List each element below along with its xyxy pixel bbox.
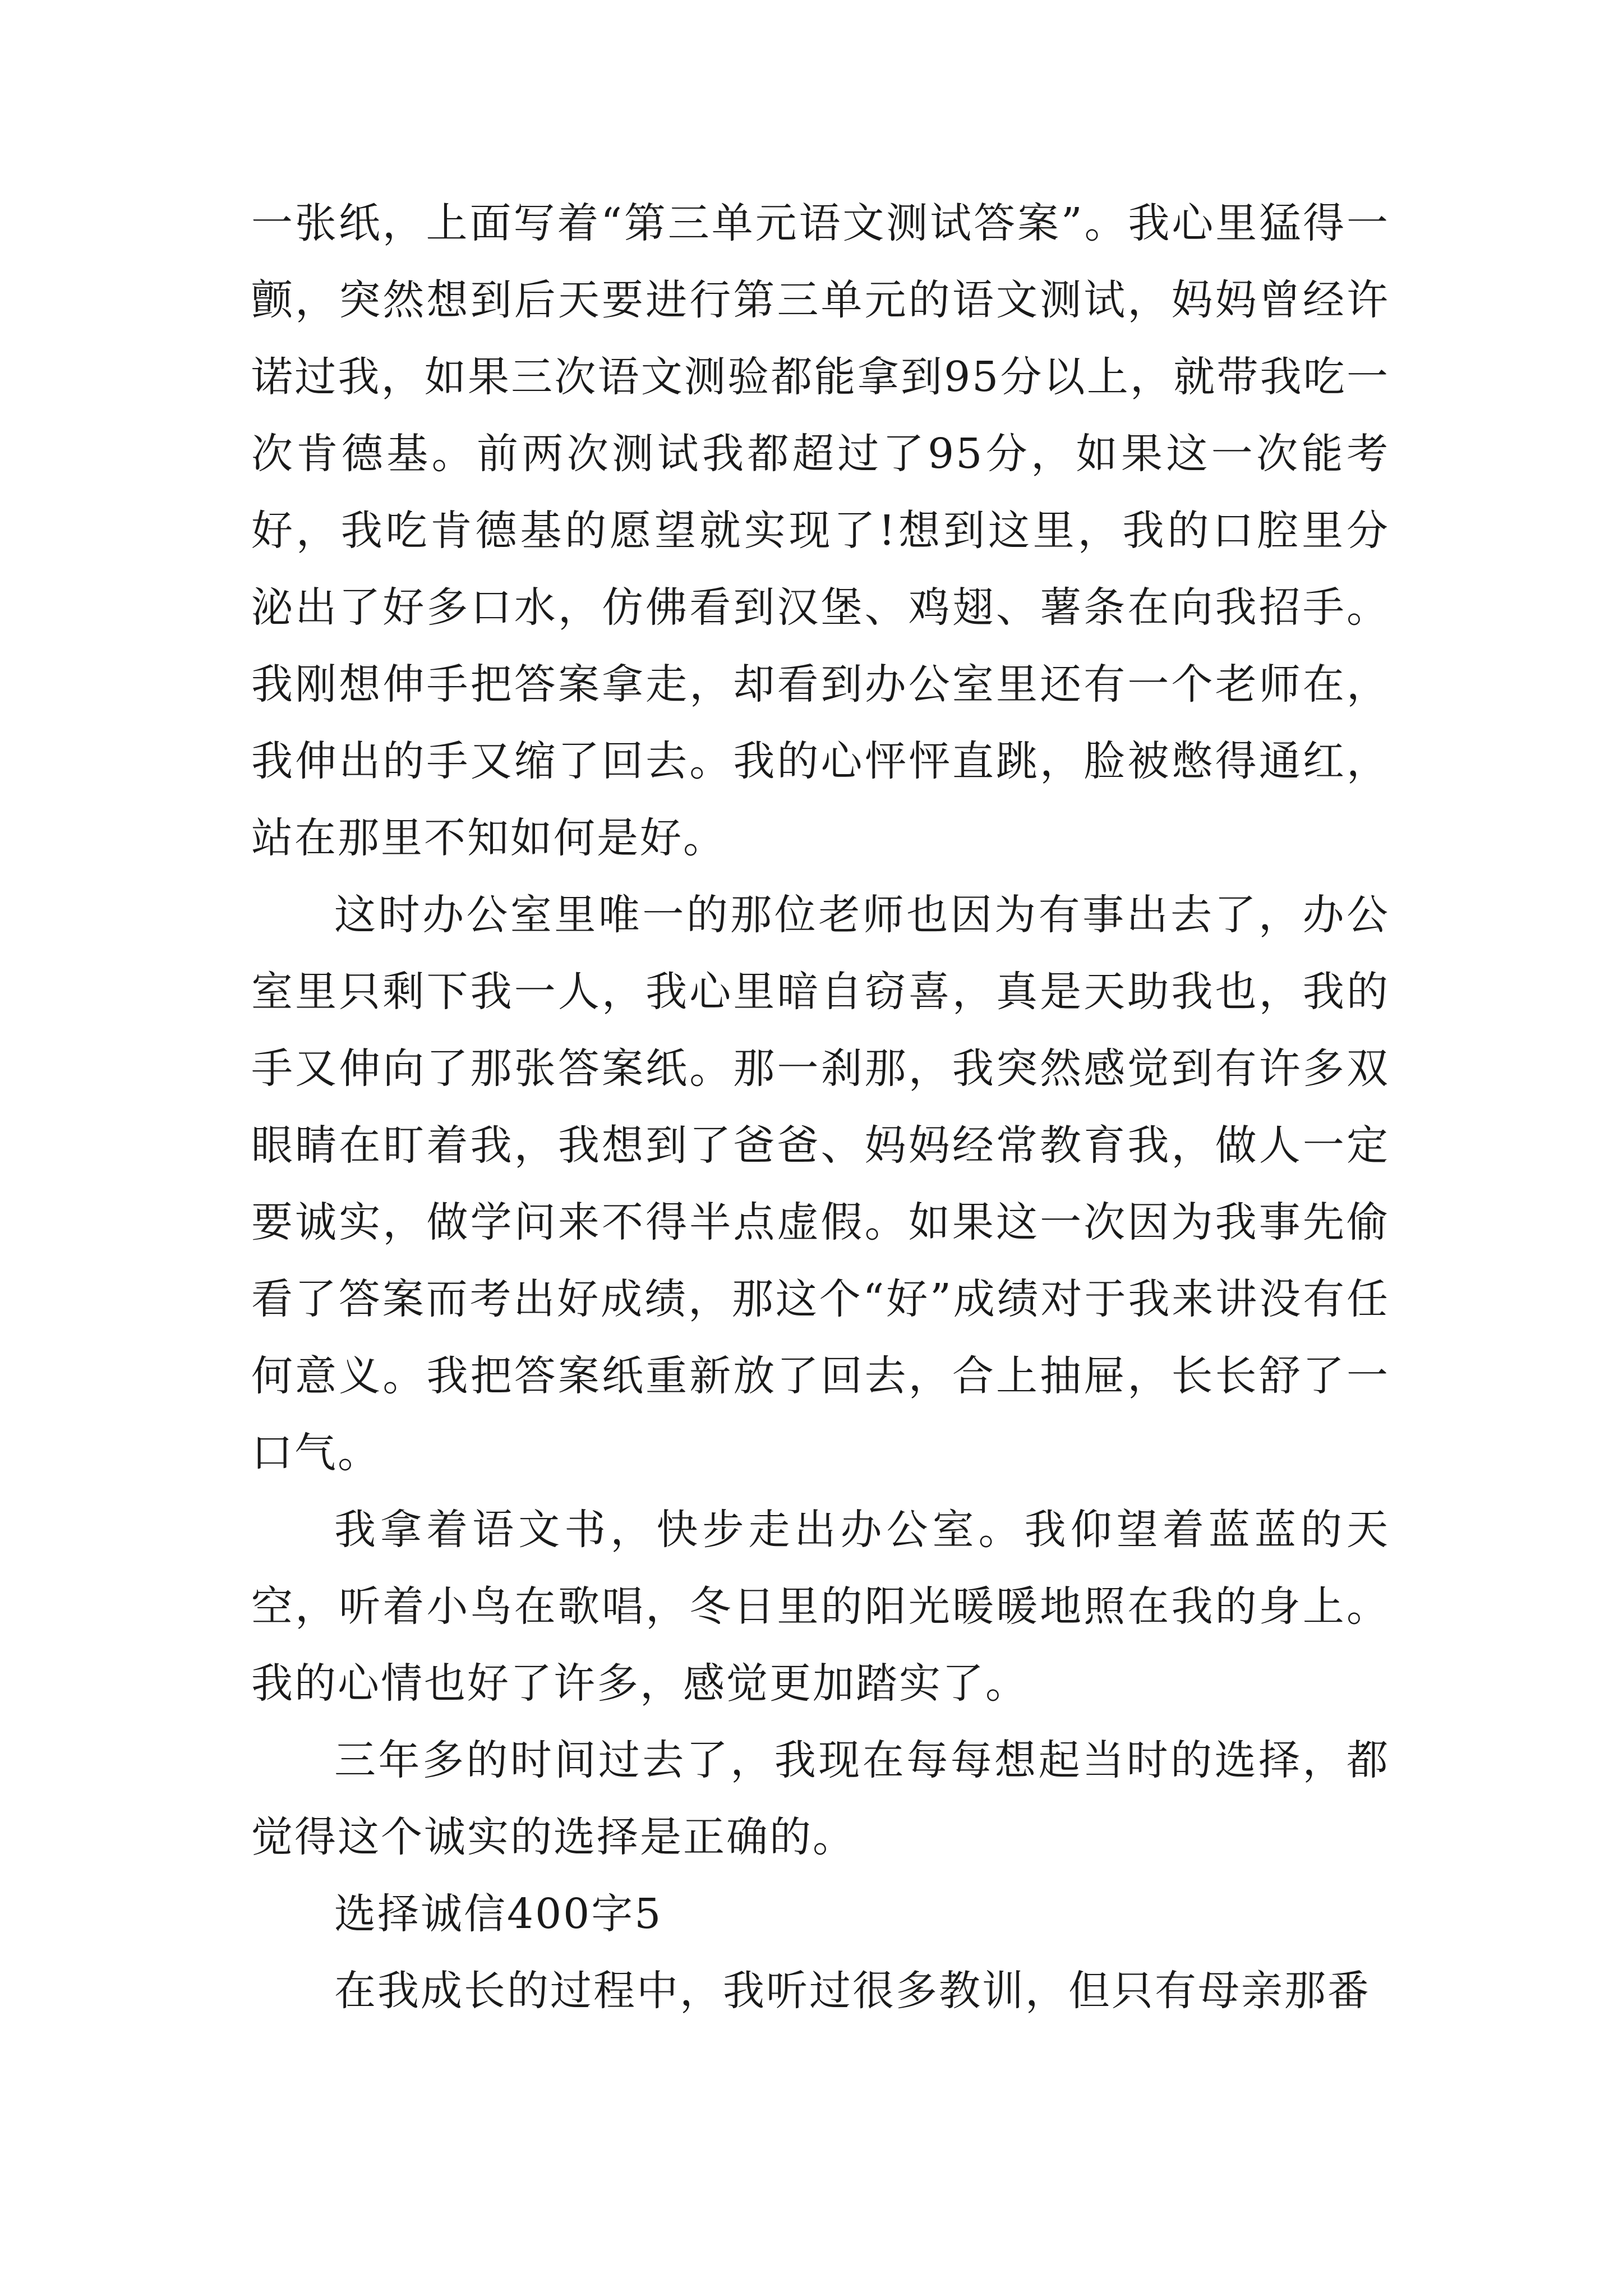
paragraph-3: 我拿着语文书，快步走出办公室。我仰望着蓝蓝的天空，听着小鸟在歌唱，冬日里的阳光暖暖地照在我的身上。我的心情也好了许多，感觉更加踏实了。 xyxy=(251,1506,1390,1708)
paragraph-4: 三年多的时间过去了，我现在每每想起当时的选择，都觉得这个诚实的选择是正确的。 xyxy=(251,1736,1390,1861)
paragraph-1: 一张纸，上面写着“第三单元语文测试答案”。我心里猛得一颤，突然想到后天要进行第三单元的语文测试，妈妈曾经许诺过我，如果三次语文测验都能拿到95分以上，就带我吃一次肯德基。前两次测试我都超过了95分，如果这一次能考好，我吃肯德基的愿望就实现了!想到这里，我的口腔里分泌出了好多口水，仿佛看到汉堡、鸡翅、薯条在向我招手。我刚想伸手把答案拿走，却看到办公室里还有一个老师在，我伸出的手又缩了回去。我的心怦怦直跳，脸被憋得通红，站在那里不知如何是好。 xyxy=(251,199,1390,862)
paragraph-2: 这时办公室里唯一的那位老师也因为有事出去了，办公室里只剩下我一人，我心里暗自窃喜，真是天助我也，我的手又伸向了那张答案纸。那一刹那，我突然感觉到有许多双眼睛在盯着我，我想到了爸爸、妈妈经常教育我，做人一定要诚实，做学问来不得半点虚假。如果这一次因为我事先偷看了答案而考出好成绩，那这个“好”成绩对于我来讲没有任何意义。我把答案纸重新放了回去，合上抽屉，长长舒了一口气。 xyxy=(251,891,1390,1477)
paragraph-5: 在我成长的过程中，我听过很多教训，但只有母亲那番 xyxy=(334,1967,1371,2015)
section-heading: 选择诚信400字5 xyxy=(334,1890,663,1938)
document-body xyxy=(251,185,1390,2030)
